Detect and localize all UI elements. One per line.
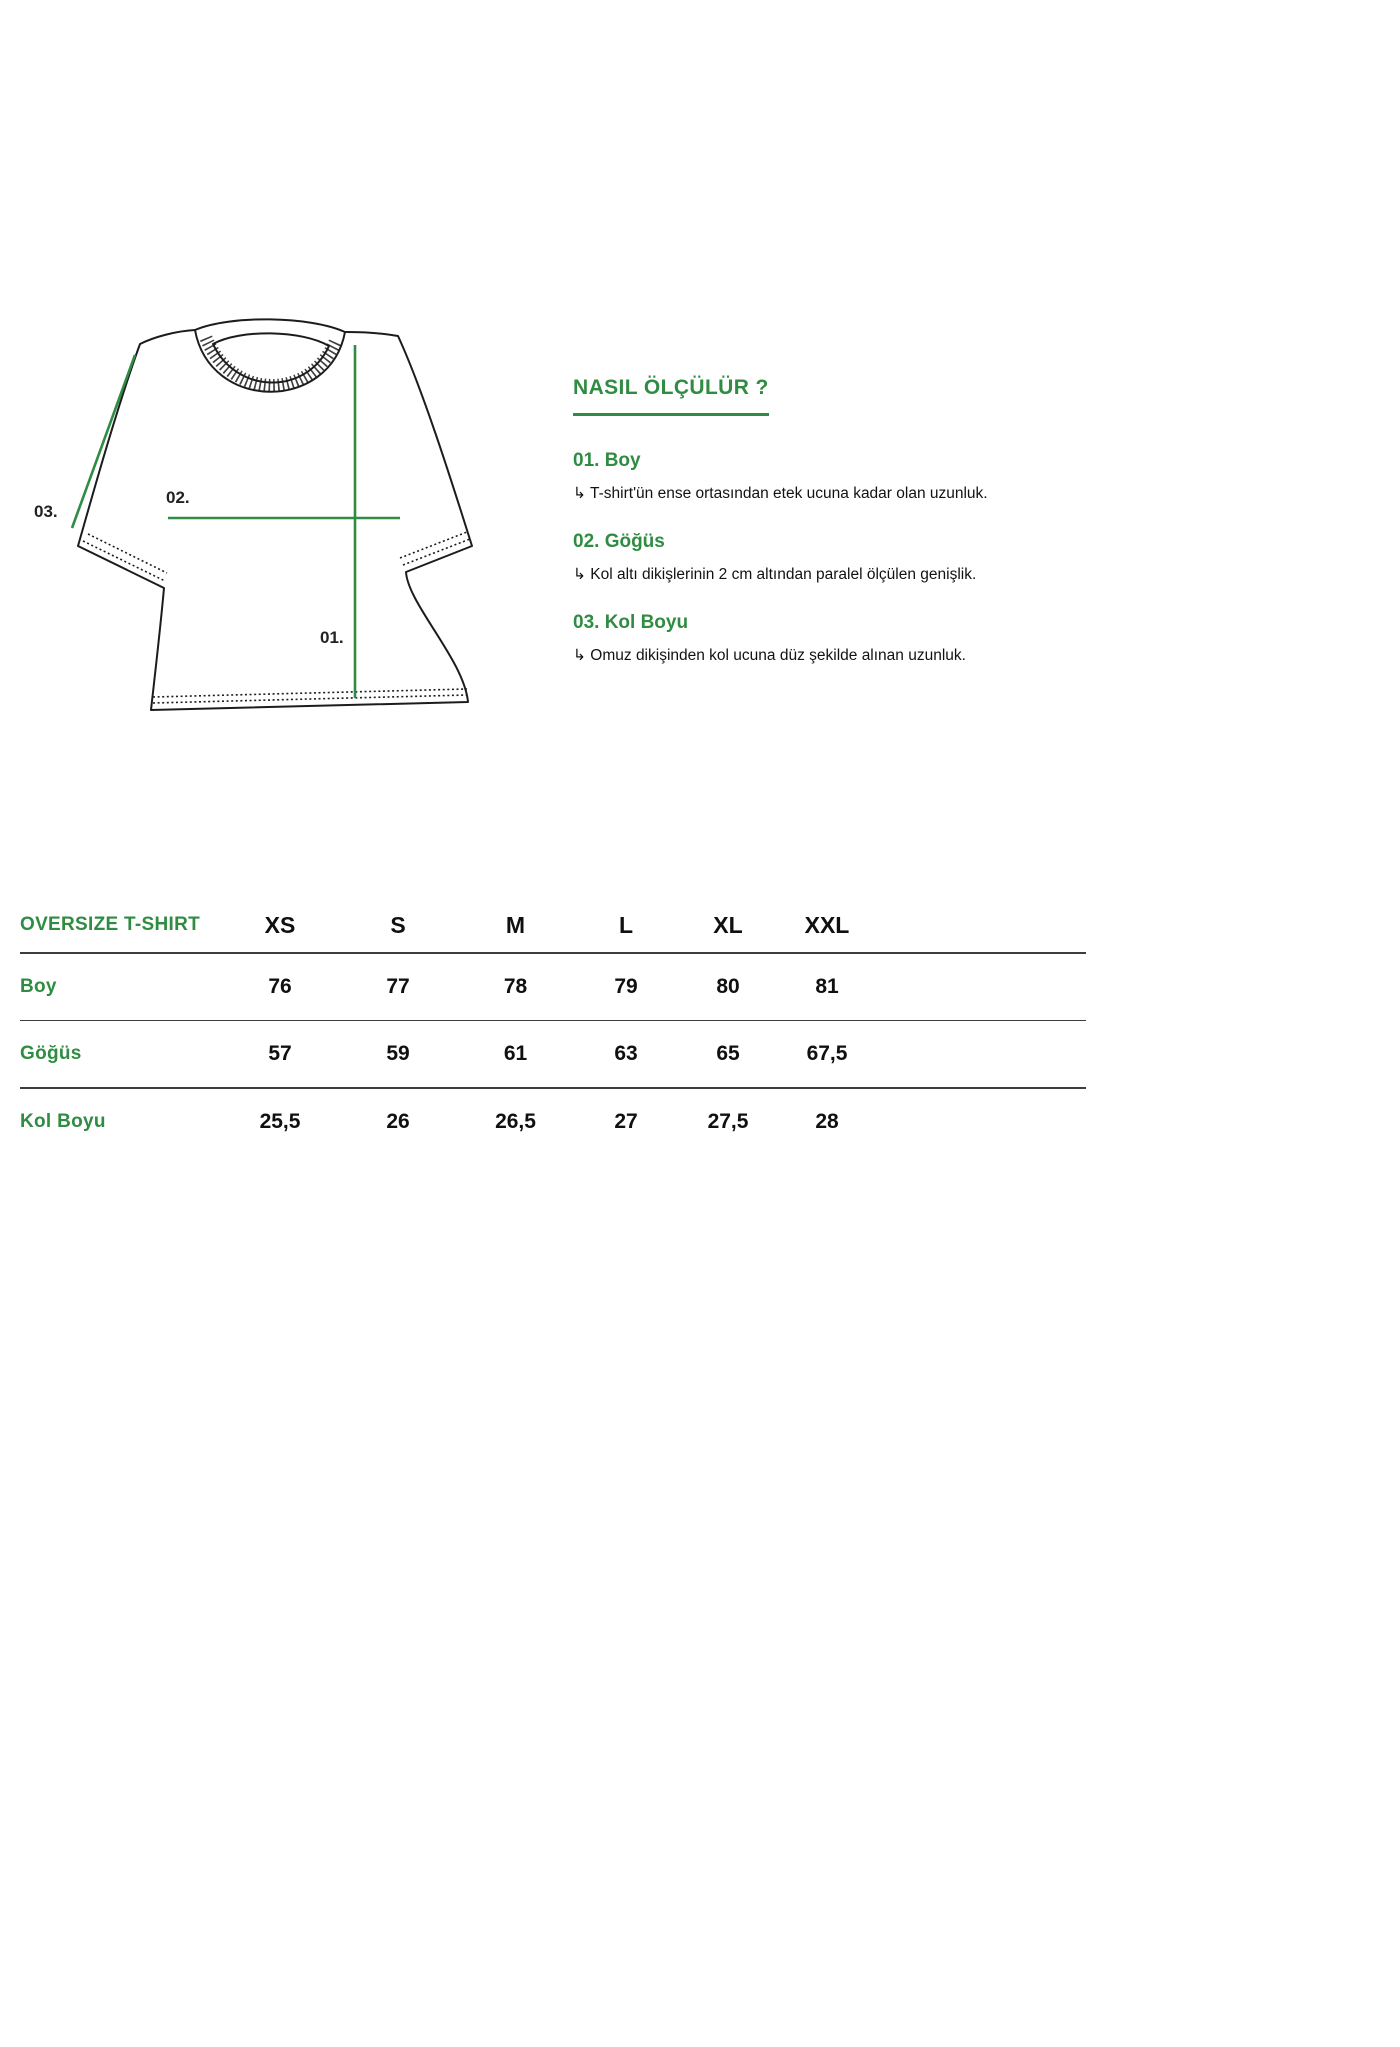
right-cuff-stitch	[403, 539, 470, 565]
table-row-boy	[20, 954, 1086, 1020]
how-to-measure-title: NASIL ÖLÇÜLÜR ?	[573, 376, 769, 416]
size-column-xl: XL	[713, 911, 743, 938]
value-boy-s: 77	[386, 974, 410, 998]
size-column-xxl: XXL	[804, 911, 850, 938]
howto-item-kol-boyu	[573, 612, 1133, 667]
value-gogus-s: 59	[386, 1042, 410, 1065]
size-table	[20, 898, 1086, 1155]
howto-item-gogus	[573, 531, 1133, 586]
size-table-title: OVERSIZE T-SHIRT	[20, 914, 201, 935]
row-label-boy: Boy	[20, 975, 57, 997]
table-row-kol-boyu	[20, 1089, 1086, 1155]
row-label-gogus: Göğüs	[20, 1043, 82, 1064]
left-cuff-stitch-inner	[88, 534, 167, 573]
left-cuff-stitch	[83, 541, 165, 581]
howto-desc-boy: ↳ T-shirt'ün ense ortasından etek ucuna kadar olan uzunluk.	[573, 485, 988, 502]
value-kol-xxl: 28	[815, 1109, 839, 1133]
measure-label-kol-boyu: 03.	[34, 502, 58, 521]
size-column-s: S	[390, 911, 406, 938]
howto-desc-kol-boyu: ↳ Omuz dikişinden kol ucuna düz şekilde alınan uzunluk.	[573, 646, 966, 664]
value-boy-xl: 80	[716, 974, 740, 998]
value-gogus-xxl: 67,5	[806, 1042, 848, 1065]
value-boy-l: 79	[614, 974, 638, 998]
howto-heading-gogus: 02. Göğüs	[573, 530, 665, 552]
right-cuff-stitch-inner	[400, 532, 467, 558]
value-boy-xs: 76	[268, 974, 292, 998]
value-boy-xxl: 81	[815, 974, 839, 998]
howto-desc-gogus: ↳ Kol altı dikişlerinin 2 cm altından paralel ölçülen genişlik.	[573, 565, 977, 583]
size-column-l: L	[618, 911, 634, 938]
table-row-gogus	[20, 1021, 1086, 1087]
howto-item-boy	[573, 450, 1133, 505]
collar-inner-edge	[213, 333, 329, 382]
row-label-kol-boyu: Kol Boyu	[20, 1110, 106, 1132]
value-kol-xl: 27,5	[707, 1109, 749, 1133]
measure-label-boy: 01.	[320, 628, 344, 647]
size-column-m: M	[505, 911, 526, 938]
tshirt-measurement-diagram	[30, 300, 550, 740]
value-kol-s: 26	[386, 1109, 410, 1133]
value-gogus-l: 63	[614, 1042, 638, 1065]
how-to-measure-section	[573, 376, 1133, 667]
value-boy-m: 78	[503, 974, 528, 998]
value-gogus-m: 61	[503, 1042, 528, 1065]
value-gogus-xl: 65	[716, 1042, 740, 1065]
value-kol-l: 27	[614, 1109, 638, 1133]
howto-heading-boy: 01. Boy	[573, 450, 641, 471]
collar-back-neck	[195, 319, 345, 332]
size-column-xs: XS	[264, 911, 296, 938]
value-gogus-xs: 57	[268, 1042, 292, 1065]
size-table-header-row	[20, 898, 1086, 952]
howto-heading-kol-boyu: 03. Kol Boyu	[573, 611, 689, 633]
value-kol-m: 26,5	[495, 1109, 536, 1133]
tshirt-outline	[78, 330, 472, 710]
value-kol-xs: 25,5	[259, 1109, 301, 1133]
measure-label-gogus: 02.	[166, 488, 190, 507]
measure-line-kol-boyu	[72, 355, 135, 528]
tshirt-line-art	[30, 300, 550, 740]
